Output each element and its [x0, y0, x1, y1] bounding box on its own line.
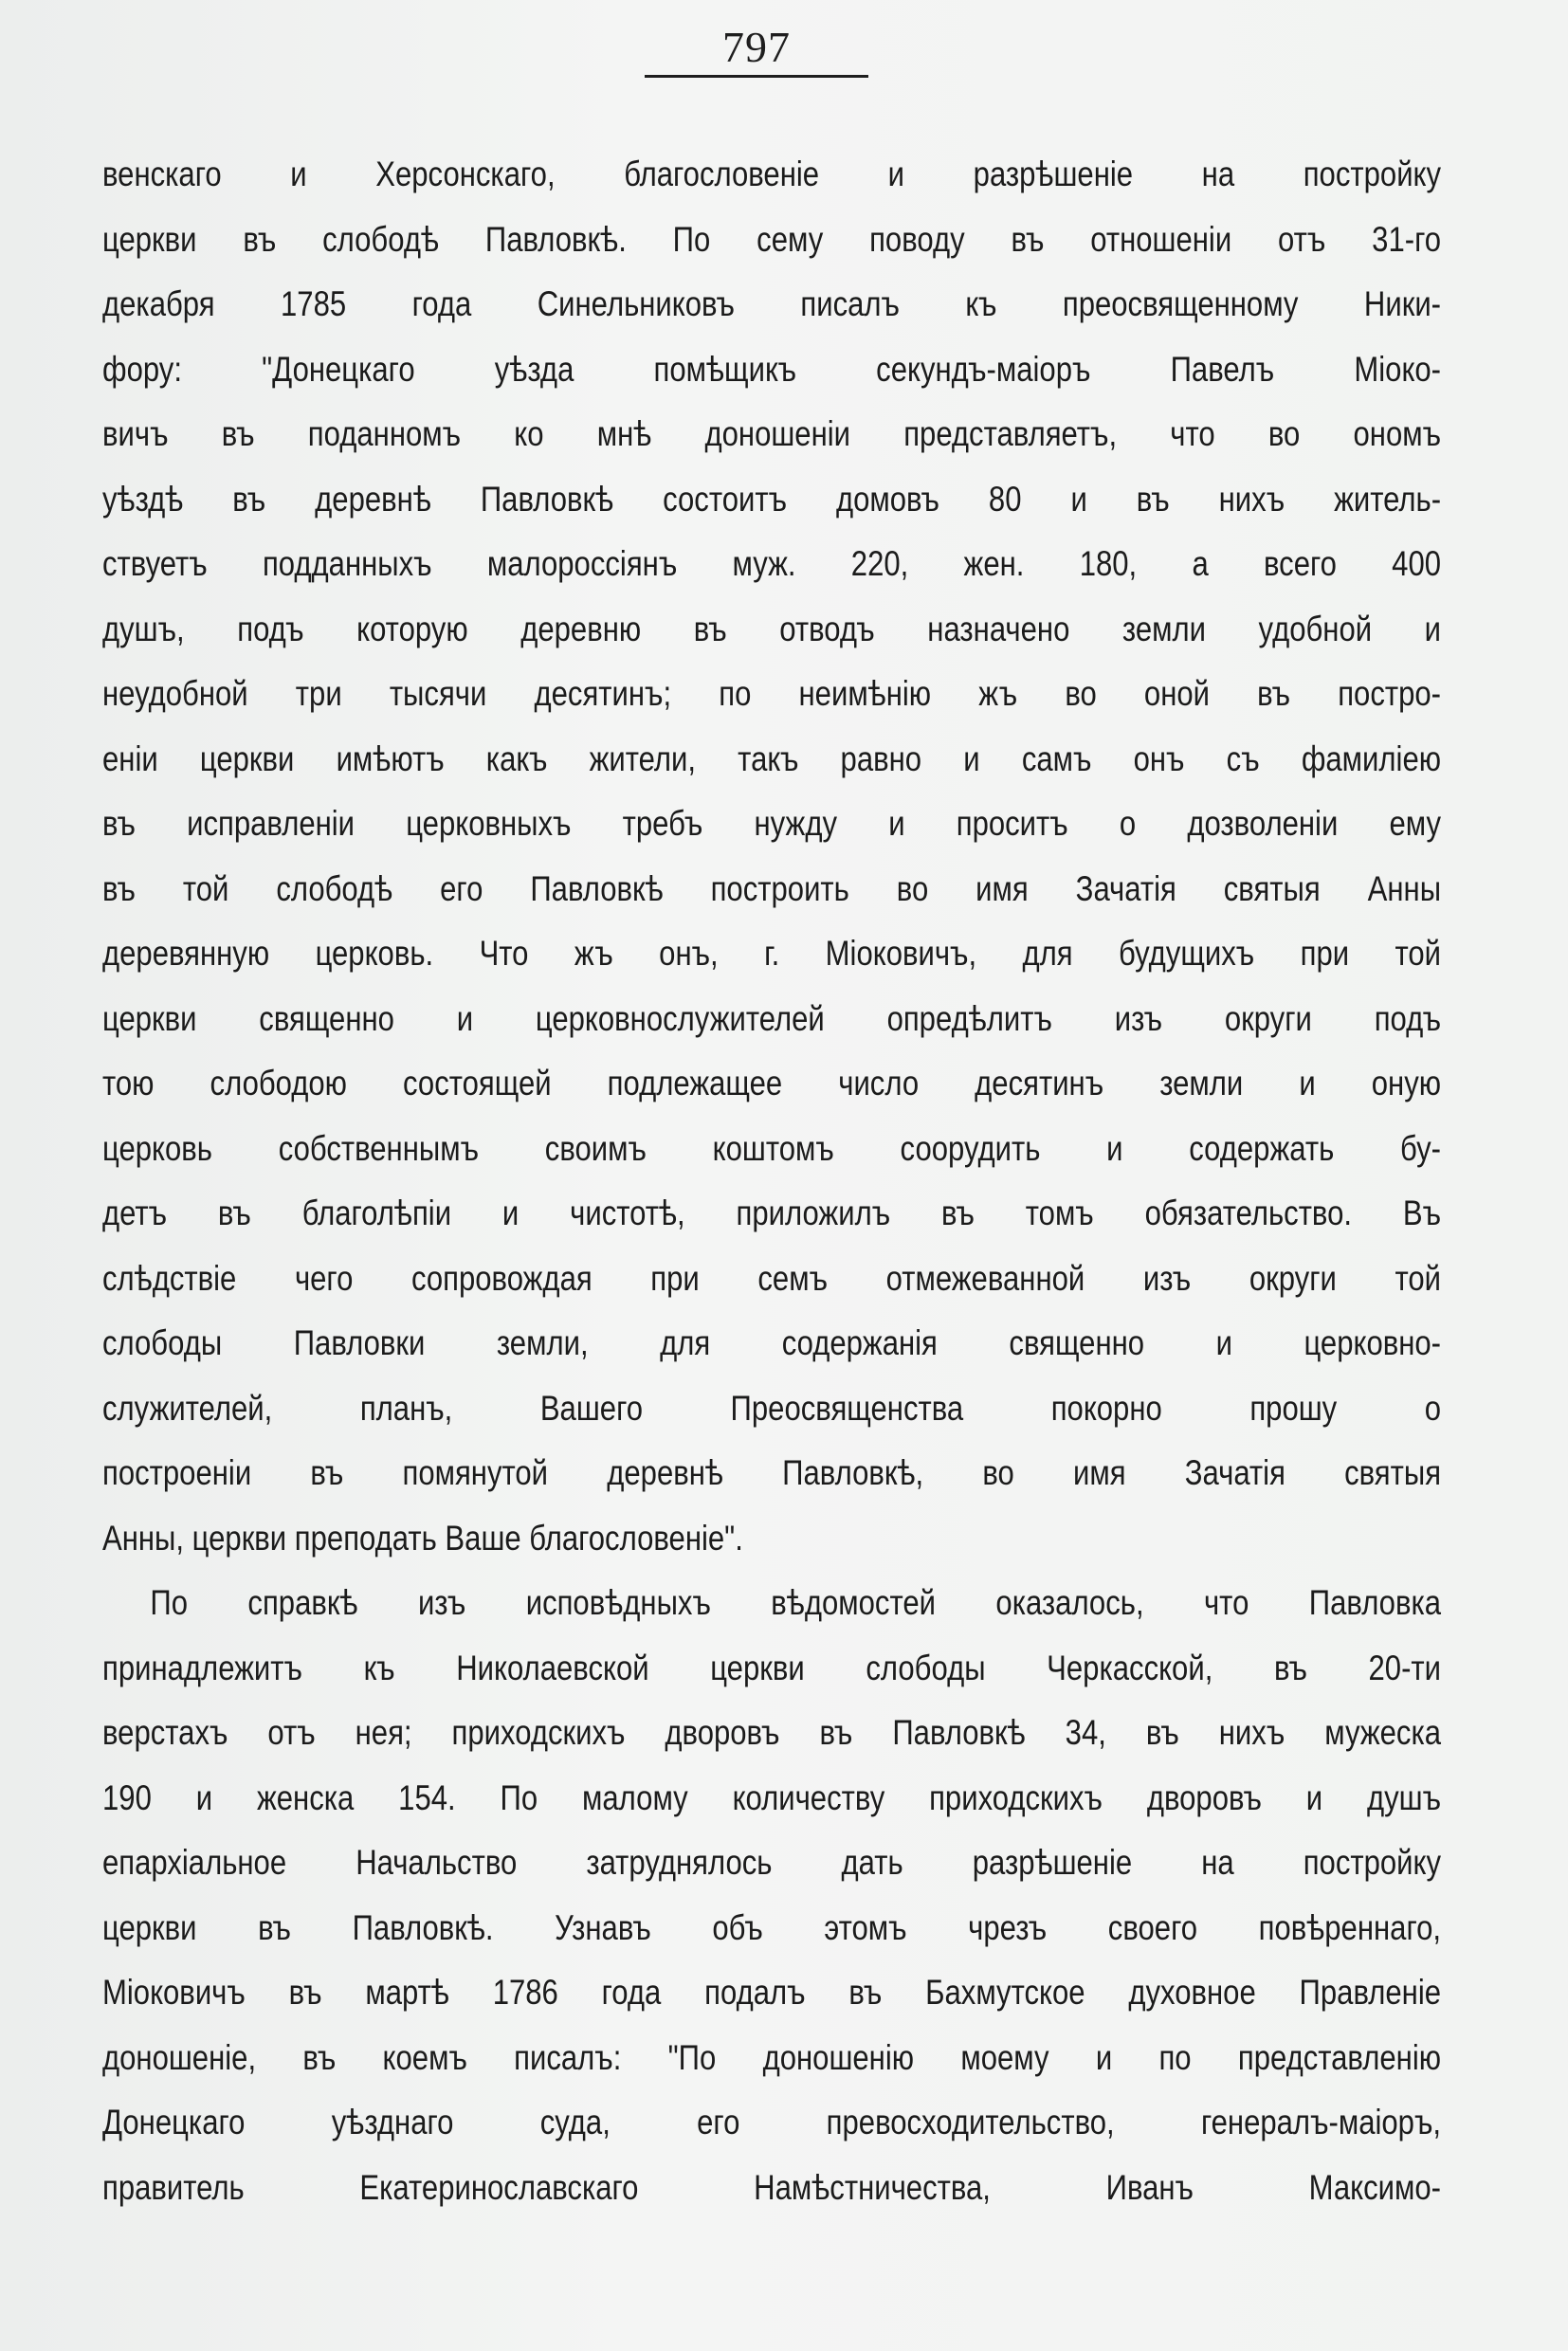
text-line: деревянную церковь. Что жъ онъ, г. Міоковичъ, для будущихъ при той — [102, 934, 1442, 973]
text-line: Донецкаго уѣзднаго суда, его превосходительство, генералъ-маіоръ, — [102, 2103, 1442, 2141]
text-line: еніи церкви имѣютъ какъ жители, такъ равно и самъ онъ съ фамиліею — [102, 738, 1442, 778]
text-line: ствуетъ подданныхъ малороссіянъ муж. 220, жен. 180, а всего 400 — [102, 544, 1442, 583]
text-line: декабря 1785 года Синельниковъ писалъ къ преосвященному Ники- — [102, 284, 1442, 323]
header-rule — [645, 75, 868, 78]
text-line: церкви священно и церковнослужителей опредѣлитъ изъ округи подъ — [102, 998, 1442, 1038]
page-number: 797 — [722, 23, 791, 71]
text-line: фору: "Донецкаго уѣзда помѣщикъ секундъ-маіоръ Павелъ Міоко- — [102, 349, 1442, 389]
text-line: въ той слободѣ его Павловкѣ построить во имя Зачатія святыя Анны — [102, 868, 1442, 908]
text-line: въ исправленіи церковныхъ требъ нужду и проситъ о дозволеніи ему — [102, 804, 1442, 843]
text-line: церкви въ Павловкѣ. Узнавъ объ этомъ чрезъ своего повѣреннаго, — [102, 1907, 1442, 1947]
text-line: детъ въ благолѣпіи и чистотѣ, приложилъ въ томъ обязательство. Въ — [102, 1194, 1442, 1232]
text-line: По справкѣ изъ исповѣдныхъ вѣдомостей оказалось, что Павловка — [150, 1583, 1442, 1622]
text-line: церковь собственнымъ своимъ коштомъ соорудить и содержать бу- — [102, 1128, 1442, 1168]
text-line: тою слободою состоящей подлежащее число десятинъ земли и оную — [102, 1064, 1442, 1103]
text-line: служителей, планъ, Вашего Преосвященства покорно прошу о — [102, 1388, 1442, 1428]
text-line: неудобной три тысячи десятинъ; по неимѣнію жъ во оной въ постро- — [102, 674, 1442, 713]
page-header — [645, 21, 868, 74]
text-line: построеніи въ помянутой деревнѣ Павловкѣ, во имя Зачатія святыя — [102, 1453, 1442, 1492]
text-line: принадлежитъ къ Николаевской церкви слободы Черкасской, въ 20-ти — [102, 1648, 1442, 1687]
text-line: слободы Павловки земли, для содержанія священно и церковно- — [102, 1323, 1442, 1362]
body-text — [102, 142, 1441, 2220]
text-line: верстахъ отъ нея; приходскихъ дворовъ въ Павловкѣ 34, въ нихъ мужеска — [102, 1713, 1442, 1752]
text-line: венскаго и Херсонскаго, благословеніе и разрѣшеніе на постройку — [102, 155, 1442, 193]
text-line: епархіальное Начальство затруднялось дать разрѣшеніе на постройку — [102, 1843, 1442, 1882]
text-line: вичъ въ поданномъ ко мнѣ доношеніи представляетъ, что во ономъ — [102, 414, 1442, 453]
text-line: уѣздѣ въ деревнѣ Павловкѣ состоитъ домовъ 80 и въ нихъ житель- — [102, 479, 1442, 519]
text-line: Міоковичъ въ мартѣ 1786 года подалъ въ Бахмутское духовное Правленіе — [102, 1973, 1442, 2012]
text-line: доношеніе, въ коемъ писалъ: "По доношенію моему и по представленію — [102, 2037, 1442, 2077]
text-line: 190 и женска 154. По малому количеству приходскихъ дворовъ и душъ — [102, 1777, 1442, 1817]
text-line: слѣдствіе чего сопровождая при семъ отмежеванной изъ округи той — [102, 1258, 1442, 1298]
text-line: душъ, подъ которую деревню въ отводъ назначено земли удобной и — [102, 609, 1442, 648]
text-line: Анны, церкви преподать Ваше благословеніе". — [102, 1518, 743, 1558]
text-line: церкви въ слободѣ Павловкѣ. По сему поводу въ отношеніи отъ 31-го — [102, 219, 1442, 259]
text-line: правитель Екатеринославскаго Намѣстничества, Иванъ Максимо- — [102, 2167, 1442, 2207]
